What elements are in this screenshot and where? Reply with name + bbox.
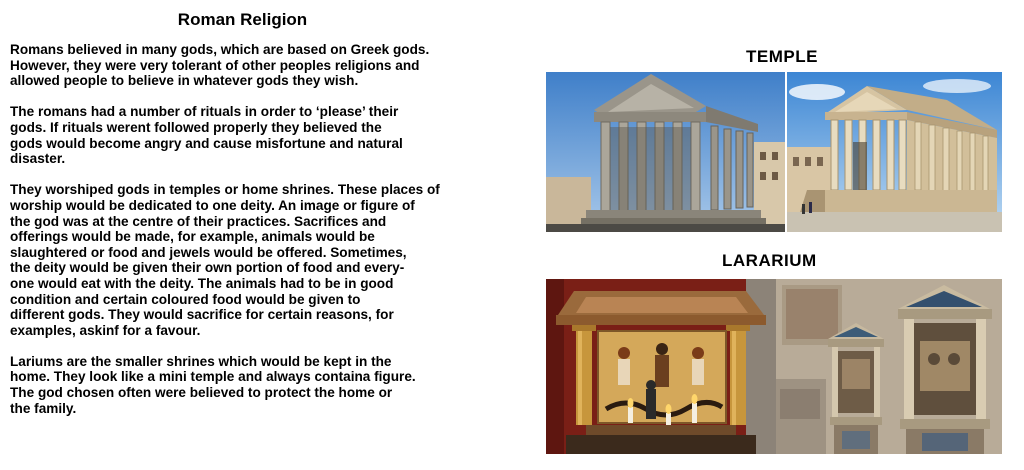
lararium-heading: LARARIUM	[722, 251, 817, 270]
paragraph-rituals: The romans had a number of rituals in order to ‘please’ their gods. If rituals werent followed properly they believed the gods would become angry and cause misfortune and natural disaster.	[10, 104, 403, 167]
body-text	[10, 42, 530, 432]
lararium-photo-1	[546, 279, 776, 454]
paragraph-worship: They worshiped gods in temples or home shrines. These places of worship would be dedicated to one deity. An image or figure of the god was at the centre of their practices. Sacrifices and offerings would be made, for example, animals would be slaughtered or food and jewels would be offered. Sometimes, the deity would be given their own portion of food and every- one would eat with the deity. The animals had to be in good condition and certain coloured food would be given to different gods. They would sacrifice for certain reasons, for examples, askinf for a favour.	[10, 182, 440, 338]
paragraph-gods: Romans believed in many gods, which are based on Greek gods. However, they were very tolerant of other peoples religions and allowed people to believe in whatever gods they wish.	[10, 42, 430, 89]
temple-photo-2	[787, 72, 1002, 232]
page-title: Roman Religion	[177, 10, 308, 29]
temple-heading: TEMPLE	[746, 47, 818, 66]
lararium-photo-2	[776, 279, 1002, 454]
temple-photo-1	[546, 72, 785, 232]
paragraph-lariums: Lariums are the smaller shrines which would be kept in the home. They look like a mini temple and always containa figure. The god chosen often were believed to protect the home or the family.	[10, 353, 416, 416]
